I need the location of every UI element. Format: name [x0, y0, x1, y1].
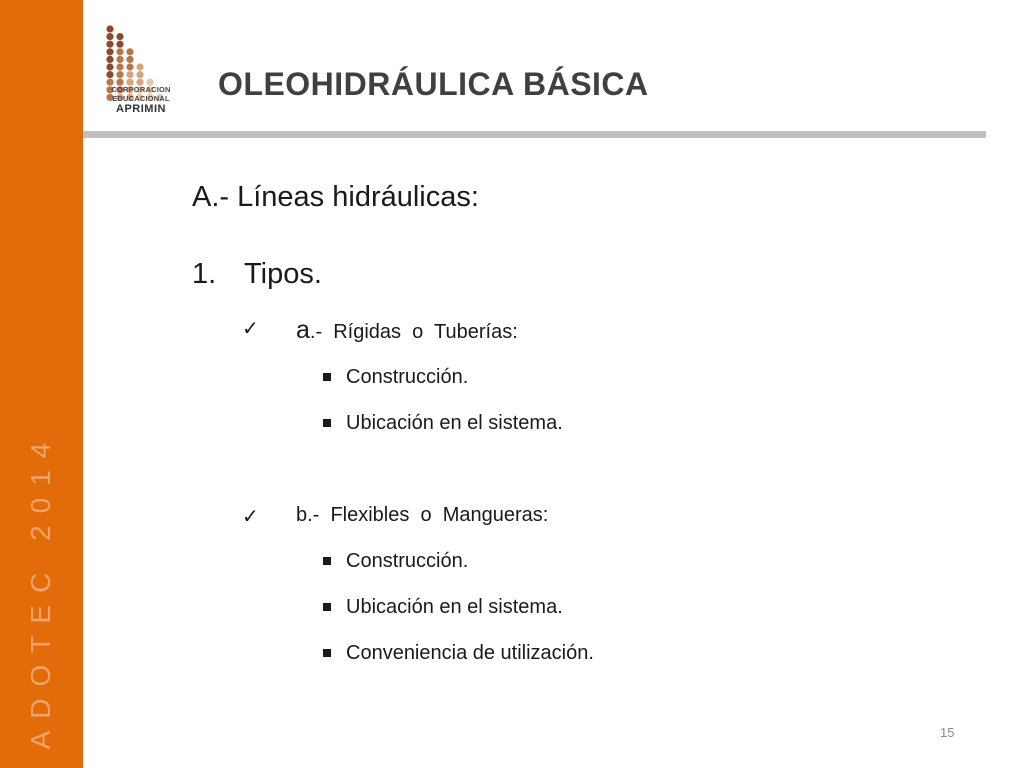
logo-dot — [126, 48, 133, 55]
sub-item: Ubicación en el sistema. — [346, 596, 563, 618]
subtype-text: .- Rígidas o Tuberías: — [309, 321, 518, 343]
square-bullet-icon — [323, 373, 331, 381]
logo-dot — [116, 71, 123, 78]
subtype-heading-rigid — [296, 316, 518, 345]
logo-dot — [126, 56, 133, 63]
header-divider — [83, 131, 986, 138]
sub-item: Construcción. — [346, 550, 469, 572]
logo-text-corporacion: CORPORACION — [111, 85, 171, 94]
logo-dot — [106, 71, 113, 78]
logo-dot — [106, 56, 113, 63]
page-number: 15 — [940, 725, 955, 740]
logo-dot — [106, 63, 113, 70]
checkmark-icon: ✓ — [242, 318, 259, 340]
logo-dot — [126, 71, 133, 78]
logo-dot — [136, 71, 143, 78]
section-heading: A.- Líneas hidráulicas: — [192, 181, 479, 213]
subtype-letter: a — [296, 316, 310, 344]
logo-dot — [136, 63, 143, 70]
subtype-heading-flexible: b.- Flexibles o Mangueras: — [296, 504, 549, 526]
logo-text-aprimin: APRIMIN — [116, 103, 166, 115]
sub-item: Conveniencia de utilización. — [346, 642, 594, 664]
side-band — [0, 0, 83, 768]
square-bullet-icon — [323, 603, 331, 611]
logo-text-educacional: EDUCACIONAL — [112, 94, 170, 103]
list-label: Tipos. — [244, 258, 322, 290]
logo-dot — [106, 41, 113, 48]
logo-dot — [116, 63, 123, 70]
list-number: 1. — [192, 258, 217, 290]
sub-item: Construcción. — [346, 366, 469, 388]
logo-dot — [116, 56, 123, 63]
vertical-watermark-text: ADOTEC 2014 — [25, 430, 56, 750]
logo-dot — [116, 33, 123, 40]
logo-dot — [126, 63, 133, 70]
square-bullet-icon — [323, 419, 331, 427]
logo-dot — [106, 33, 113, 40]
checkmark-icon: ✓ — [242, 506, 259, 528]
logo-dot — [116, 41, 123, 48]
slide-title: OLEOHIDRÁULICA BÁSICA — [218, 66, 649, 102]
sub-item: Ubicación en el sistema. — [346, 412, 563, 434]
logo-dot — [116, 48, 123, 55]
logo-dot — [106, 25, 113, 32]
logo-dot — [106, 48, 113, 55]
square-bullet-icon — [323, 557, 331, 565]
square-bullet-icon — [323, 649, 331, 657]
